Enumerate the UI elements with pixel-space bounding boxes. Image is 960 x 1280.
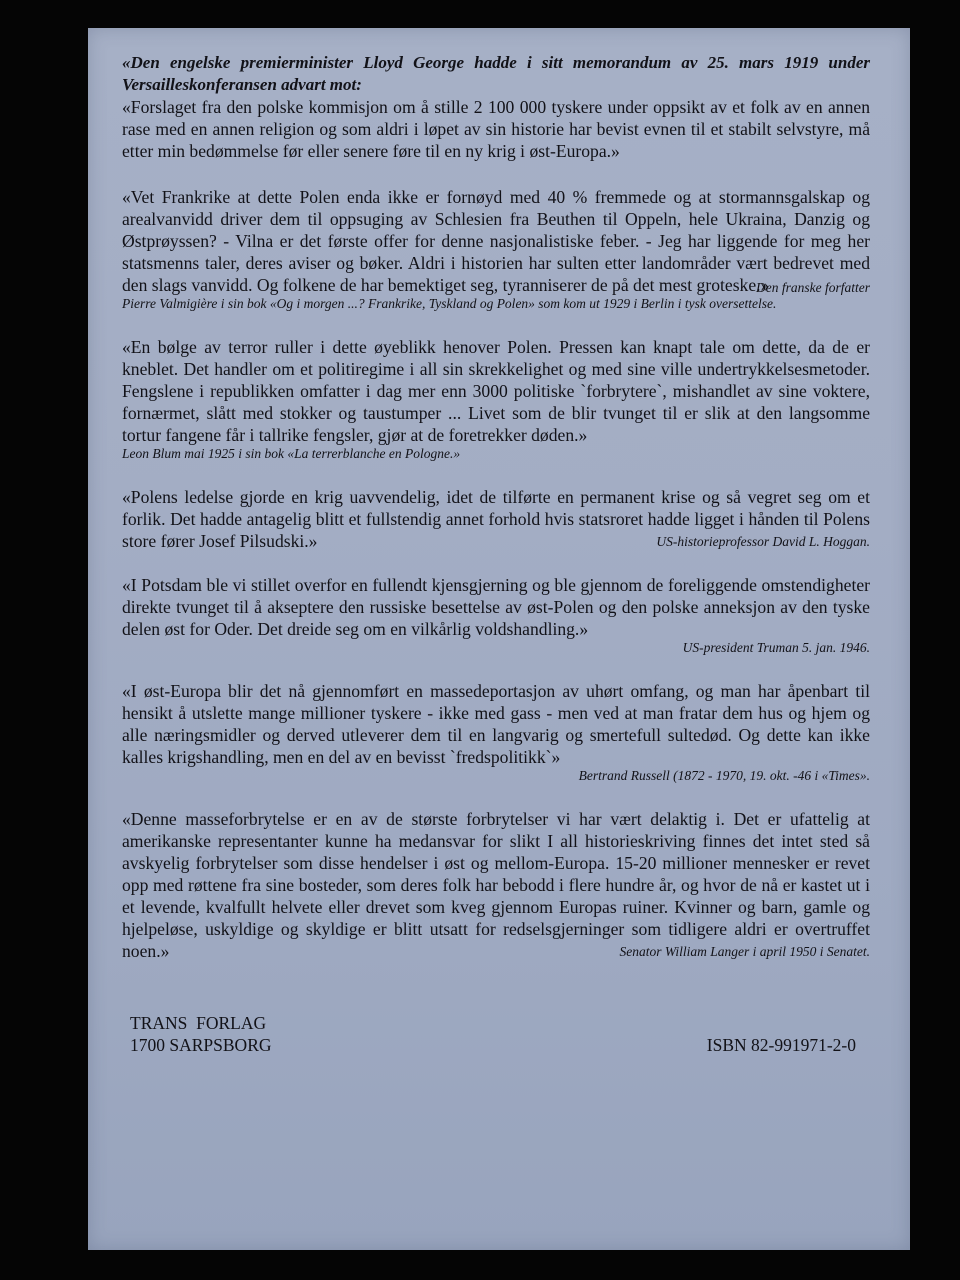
quote-block-4	[122, 574, 870, 656]
quote-block-6	[122, 808, 870, 960]
quote-text: «En bølge av terror ruller i dette øyeblikk henover Polen. Pressen kan knapt tale om dette, da de er kneblet. Det handler om et politiregime i all sin skrekkelighet og med sine ville undertrykkelsesmetoder. Fengslene i republikken omfatter i dag mer enn 3000 politiske `forbrytere`, mishandlet av sine voktere, fornærmet, slått med stokker og taustumper ... Livet som de blir tvunget til er slik at den langsomme tortur fangene får i tallrike fengsler, gjør at de foretrekker døden.»	[122, 337, 870, 445]
intro-quote: «Forslaget fra den polske kommisjon om å stille 2 100 000 tyskere under oppsikt av et folk av en annen rase med en annen religion og som aldri i løpet av sin historie har bevist evnen til et stabilt selvstyre, må etter min bedømmelse før eller senere føre til en ny krig i øst-Europa.»	[122, 97, 870, 161]
quote-block-3	[122, 486, 870, 550]
publisher	[130, 1012, 272, 1056]
quote-text: «I øst-Europa blir det nå gjennomført en massedeportasjon av uhørt omfang, og man har åpenbart til hensikt å utslette mange millioner tyskere - ikke med gass - men ved at man fratar dem hus og hjem og alle næringsmidler og derved utleverer dem til en langvarig og smertefull sultedød. Og dette kan ikke kalles krigshandling, men en del av en bevisst `fredspolitikk`»	[122, 681, 870, 767]
quote-block-1	[122, 186, 870, 312]
quote-text: «Vet Frankrike at dette Polen enda ikke er fornøyd med 40 % fremmede og at stormannsgalskap og arealvanvidd driver dem til oppsuging av Schlesien fra Beuthen til Oppeln, hele Ukraina, Danzig og Østprøyssen? - Vilna er det første offer for denne nasjonalistiske feber. - Jeg har liggende for meg her statsmenns taler, deres aviser og bøker. Aldri i historien har sulten etter landområder vært bedrevet med den slags vanvidd. Og folkene de har bemektiget seg, tyranniserer de på det mest groteske.»	[122, 187, 870, 295]
quote-text: «I Potsdam ble vi stillet overfor en fullendt kjensgjerning og ble gjennom de foreliggende omstendigheter direkte tvunget til å akseptere den russiske besettelse av øst-Polen og den polske anneksjon av den tyske delen øst for Oder. Det dreide seg om en vilkårlig voldshandling.»	[122, 575, 870, 639]
quote-citation: Den franske forfatter	[756, 280, 870, 295]
publisher-name: TRANS FORLAG	[130, 1013, 267, 1033]
quote-text: «Polens ledelse gjorde en krig uavvendelig, idet de tilførte en permanent krise og så vegret seg om et forlik. Det hadde antagelig blitt et fullstendig annet forhold hvis statsroret hadde ligget i hånden til Polens store fører Josef Pilsudski.»	[122, 487, 870, 551]
quote-block-2	[122, 336, 870, 462]
quote-citation: US-president Truman 5. jan. 1946.	[682, 640, 870, 655]
quote-block-5	[122, 680, 870, 784]
isbn: ISBN 82-991971-2-0	[706, 1035, 856, 1055]
quote-citation: US-historieprofessor David L. Hoggan.	[656, 534, 870, 549]
cover-text	[122, 52, 870, 986]
quote-citation: Leon Blum mai 1925 i sin bok «La terrerblanche en Pologne.»	[122, 446, 461, 461]
quote-text: «Denne masseforbrytelse er en av de største forbrytelser vi har vært delaktig i. Det er ufattelig at amerikanske representanter kunne ha medansvar for slikt I all historieskriving finnes det intet sted så avskyelig forbrytelser som disse hendelser i øst og mellom-Europa. 15-20 millioner mennesker er revet opp med røttene fra sine bosteder, som deres folk har bebodd i flere hundre år, og hvor de nå er kastet ut i et levende, kvalfullt helvete eller drevet som kveg gjennom Europas ruiner. Kvinner og barn, gamle og hjelpeløse, uskyldige og skyldige er blitt utsatt for redselsgjerninger som tidligere aldri er overtruffet noen.»	[122, 809, 870, 961]
quote-citation-source: Pierre Valmigière i sin bok «Og i morgen ...? Frankrike, Tyskland og Polen» som kom ut 1929 i Berlin i tysk oversettelse.	[122, 296, 777, 311]
intro-block	[122, 52, 870, 162]
publisher-city: 1700 SARPSBORG	[130, 1035, 272, 1055]
quote-citation: Senator William Langer i april 1950 i Senatet.	[619, 944, 870, 959]
quote-citation: Bertrand Russell (1872 - 1970, 19. okt. -46 i «Times».	[578, 768, 870, 783]
intro-heading: «Den engelske premierminister Lloyd George hadde i sitt memorandum av 25. mars 1919 under Versailleskonferansen advart mot:	[122, 53, 870, 94]
